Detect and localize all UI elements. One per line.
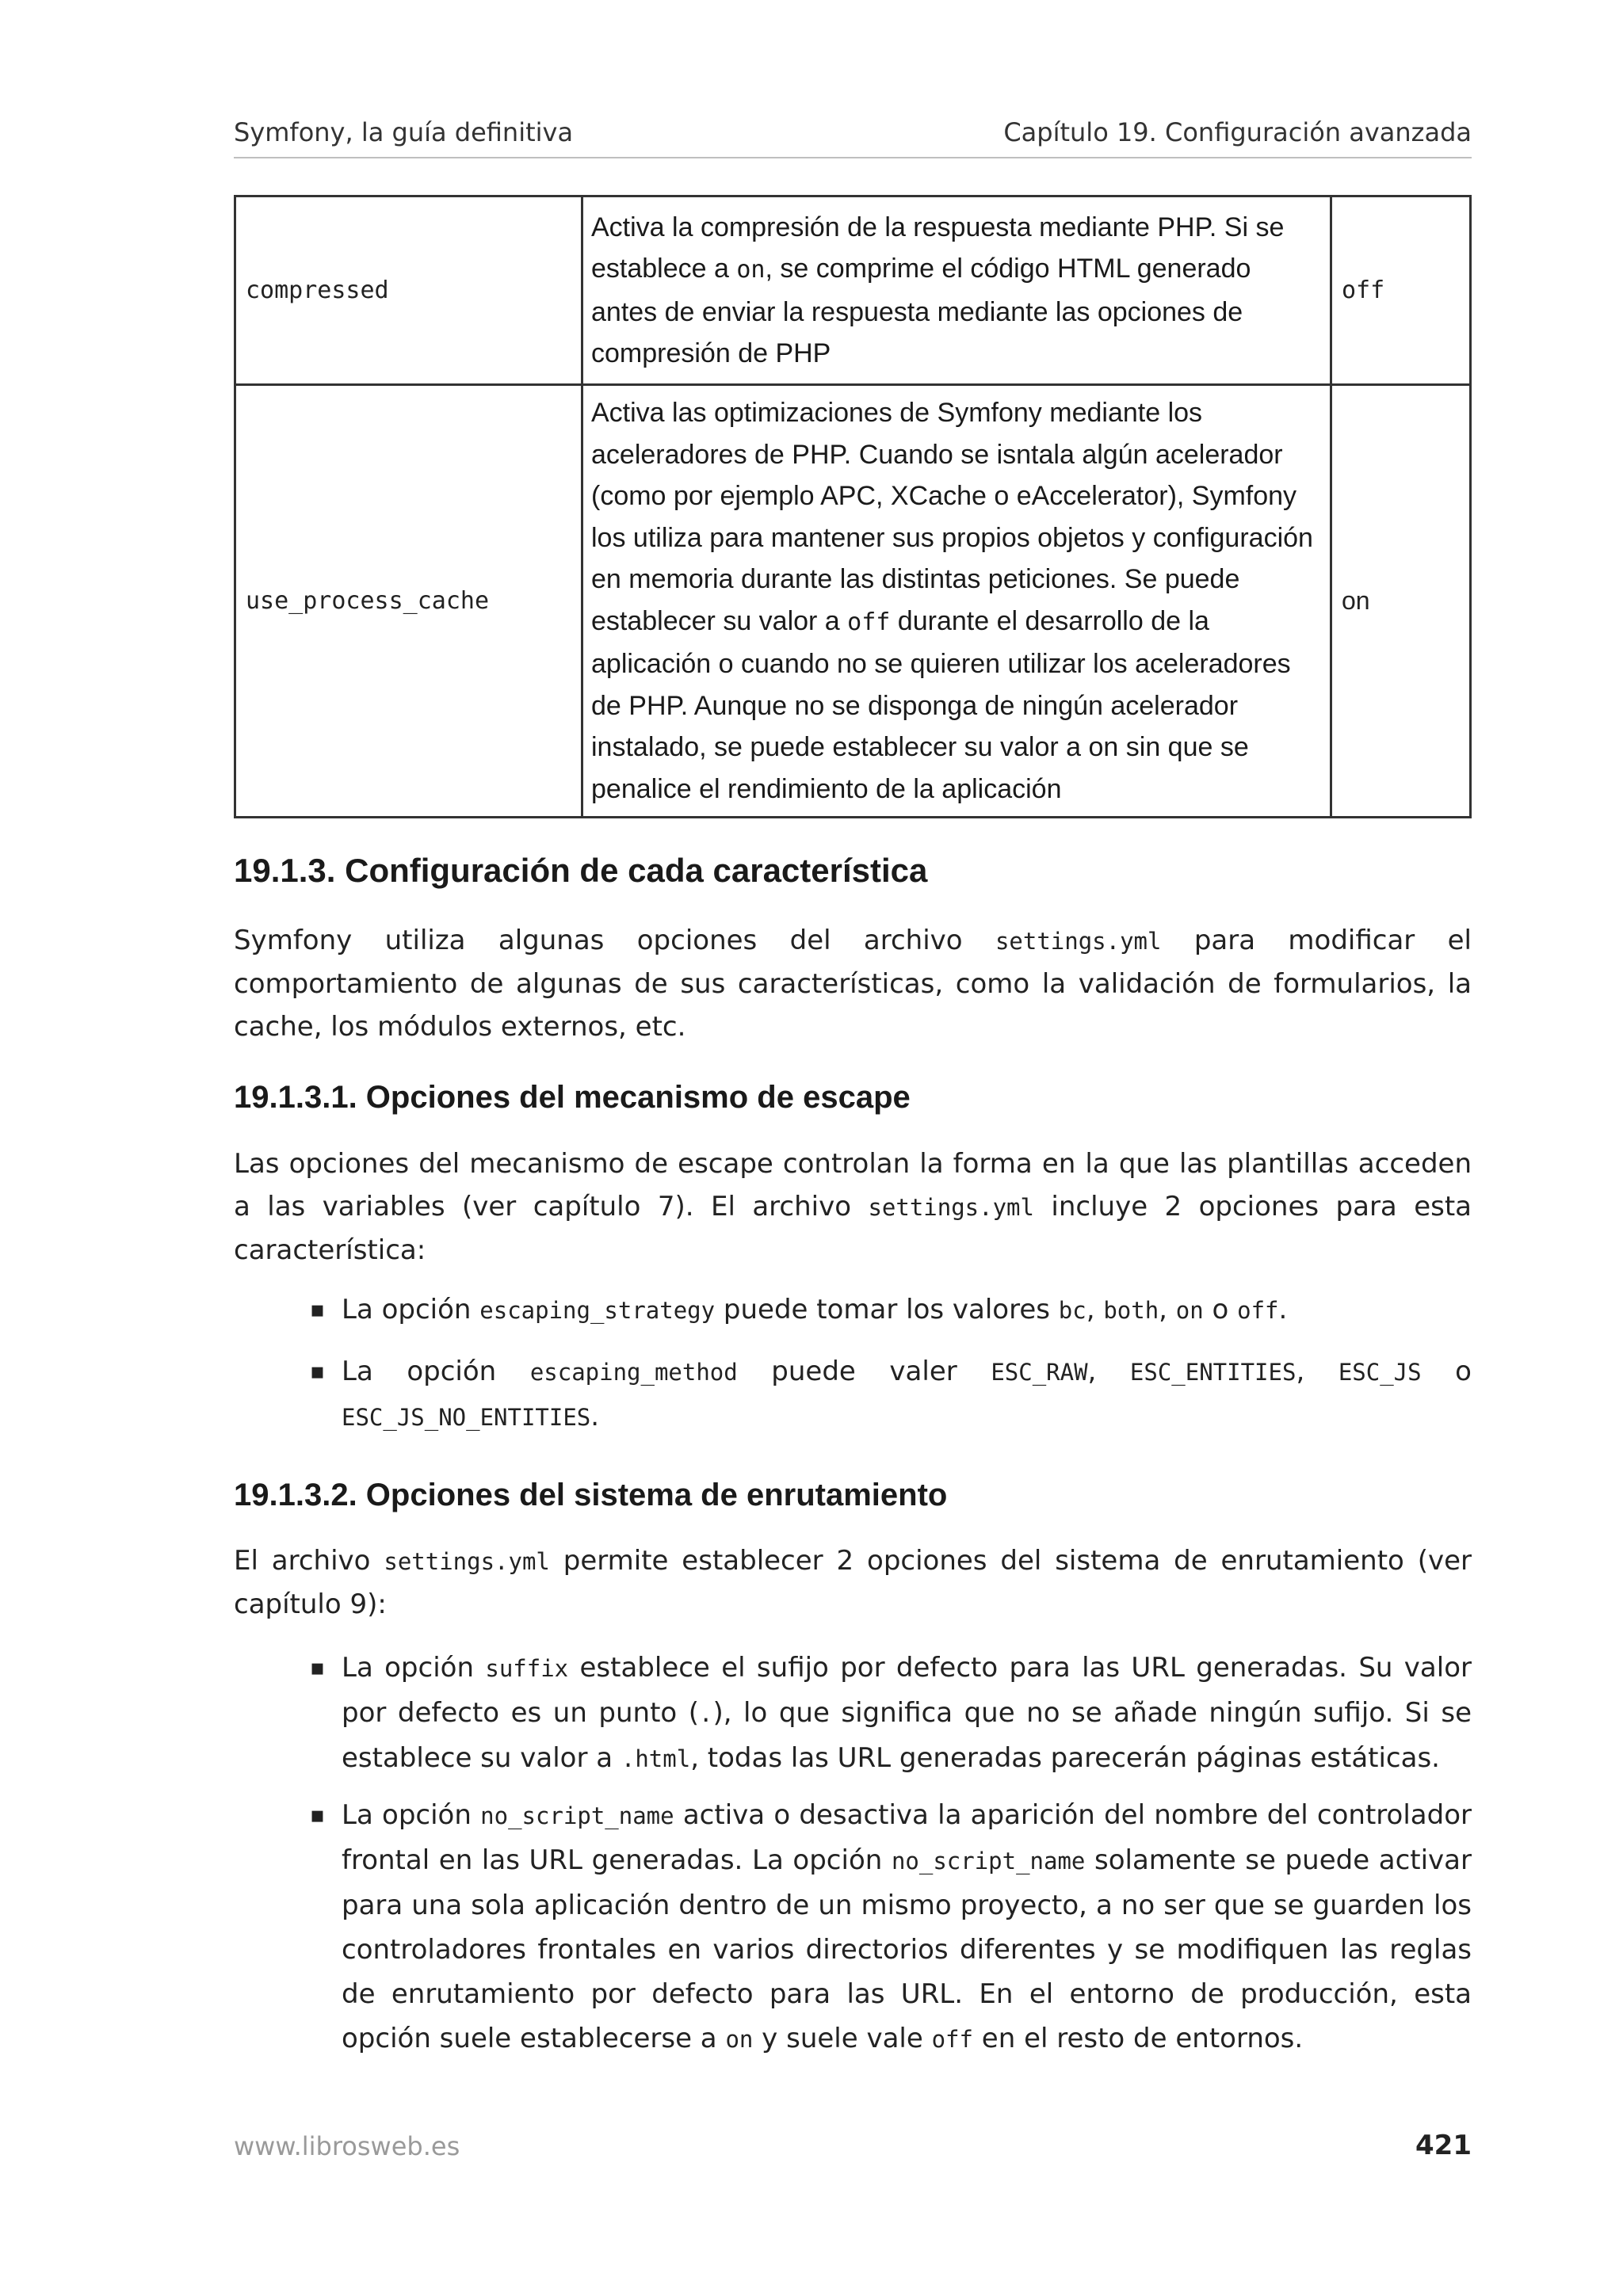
table-row [235,385,1471,818]
option-description: Activa la compresión de la respuesta mediante PHP. Si se establece a on, se comprime el código HTML generado antes de enviar la respuesta mediante las opciones de compresión de PHP [582,196,1331,385]
routing-paragraph: El archivo settings.yml permite establecer 2 opciones del sistema de enrutamiento (ver capítulo 9): [234,1545,1472,1620]
site-link[interactable]: www.librosweb.es [234,2131,460,2161]
option-default: off [1331,196,1471,385]
routing-heading: 19.1.3.2. Opciones del sistema de enrutamiento [234,1478,948,1512]
escape-heading: 19.1.3.1. Opciones del mecanismo de escape [234,1080,911,1115]
bullet-icon: ▪ [310,1802,325,1828]
bullet-icon: ▪ [310,1358,325,1384]
list-item: ▪ La opción escaping_strategy puede tomar los valores bc, both, on o off. [342,1287,1472,1333]
option-name: use_process_cache [235,385,582,818]
list-item: ▪ La opción no_script_name activa o desactiva la aparición del nombre del controlador frontal en las URL generadas. La opción no_script_name solamente se puede activar para una sola aplicación dentro de un mismo proyecto, a no ser que se guarden los controladores frontales en varios directorios diferentes y se modifiquen las reglas de enrutamiento por defecto para las URL. En el entorno de producción, esta opción suele establecerse a on y suele vale off en el resto de entornos. [342,1793,1472,2061]
chapter-title: Capítulo 19. Configuración avanzada [1003,117,1472,147]
bullet-icon: ▪ [310,1654,325,1680]
settings-table [234,195,1472,818]
option-description: Activa las optimizaciones de Symfony mediante los aceleradores de PHP. Cuando se isntala algún acelerador (como por ejemplo APC, XCache o eAccelerator), Symfony los utiliza para mantener sus propios objetos y configuración en memoria durante las distintas peticiones. Se puede establecer su valor a off durante el desarrollo de la aplicación o cuando no se quieren utilizar los aceleradores de PHP. Aunque no se disponga de ningún acelerador instalado, se puede establecer su valor a on sin que se penalice el rendimiento de la aplicación [582,385,1331,818]
page-number: 421 [1415,2130,1472,2161]
page-header [234,117,1472,158]
list-item: ▪ La opción escaping_method puede valer ESC_RAW, ESC_ENTITIES, ESC_JS o ESC_JS_NO_ENTITIES. [342,1349,1472,1440]
book-title: Symfony, la guía definitiva [234,117,574,147]
option-default: on [1331,385,1471,818]
option-name: compressed [235,196,582,385]
table-row [235,196,1471,385]
section-heading: 19.1.3. Configuración de cada característica [234,852,928,889]
section-paragraph: Symfony utiliza algunas opciones del archivo settings.yml para modificar el comportamiento de algunas de sus características, como la validación de formularios, la cache, los módulos externos, etc. [234,925,1472,1043]
bullet-icon: ▪ [310,1296,325,1322]
list-item: ▪ La opción suffix establece el sufijo por defecto para las URL generadas. Su valor por defecto es un punto (.), lo que significa que no se añade ningún sufijo. Si se establece su valor a .html, todas las URL generadas parecerán páginas estáticas. [342,1646,1472,1781]
escape-paragraph: Las opciones del mecanismo de escape controlan la forma en la que las plantillas acceden a las variables (ver capítulo 7). El archivo settings.yml incluye 2 opciones para esta característica: [234,1148,1472,1266]
